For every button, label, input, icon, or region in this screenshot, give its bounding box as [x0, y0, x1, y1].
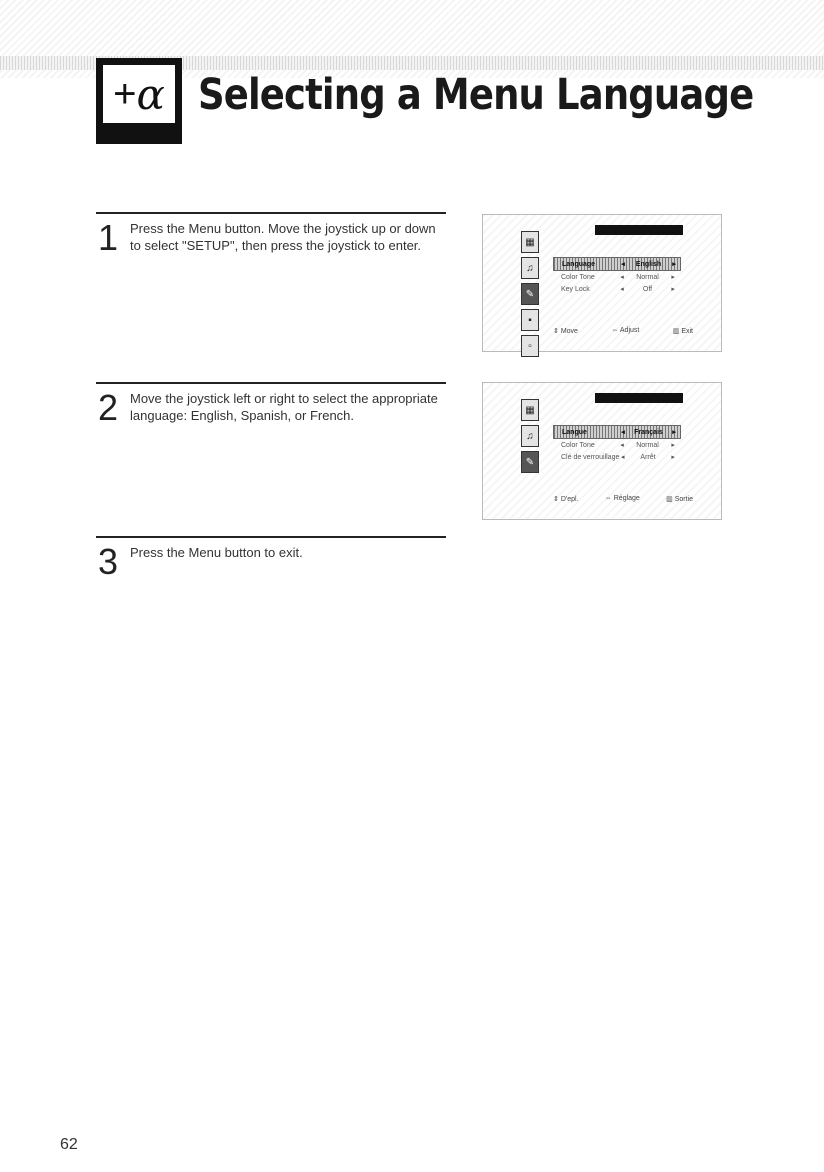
- channel-icon: ▫: [521, 335, 539, 357]
- row-value: Off: [642, 285, 653, 293]
- input-icon: ▪: [521, 309, 539, 331]
- footer-exit: ▥ Exit: [672, 328, 693, 335]
- menu-icon-column: [521, 231, 539, 361]
- row-value: Normal: [636, 273, 659, 281]
- row-label: Color Tone: [561, 441, 595, 449]
- menu-row-color-tone: [553, 439, 679, 451]
- footer-move: ⇕ D'epl.: [553, 496, 579, 503]
- step-1-rule: [96, 212, 446, 214]
- right-arrow-icon: ▸: [671, 442, 675, 449]
- menu-row-language: [553, 257, 681, 271]
- step-3-number: 3: [98, 541, 119, 582]
- menu-footer: [553, 327, 693, 335]
- left-arrow-icon: ◂: [621, 261, 625, 268]
- left-arrow-icon: ◂: [620, 286, 624, 293]
- logo-alpha: α: [136, 69, 165, 119]
- row-value: Français: [634, 428, 663, 436]
- menu-row-key-lock: [553, 283, 679, 295]
- right-arrow-icon: ▸: [671, 274, 675, 281]
- row-label: Color Tone: [561, 273, 595, 281]
- menu-row-langue: [553, 425, 681, 439]
- sound-icon: ♫: [521, 257, 539, 279]
- menu-icon-column: [521, 399, 539, 477]
- logo-inner: [103, 65, 175, 123]
- left-arrow-icon: ◂: [620, 442, 624, 449]
- row-value: English: [635, 260, 662, 268]
- step-1-text: Press the Menu button. Move the joystick up or down to select "SETUP", then press the joystick to enter.: [130, 221, 436, 253]
- right-arrow-icon: ▸: [671, 454, 675, 461]
- step-2-rule: [96, 382, 446, 384]
- menu-header-bar: [595, 393, 683, 403]
- plus-alpha-logo: [96, 58, 182, 144]
- row-value: Arrêt: [640, 453, 656, 461]
- step-2-text: Move the joystick left or right to select the appropriate language: English, Spanish, or French.: [130, 391, 438, 423]
- menu-header-bar: [595, 225, 683, 235]
- menu-screen-french: [482, 382, 722, 520]
- left-arrow-icon: ◂: [620, 274, 624, 281]
- menu-footer: [553, 495, 693, 503]
- left-arrow-icon: ◂: [621, 429, 625, 436]
- setup-icon: ✎: [521, 283, 539, 305]
- step-2-number: 2: [98, 387, 119, 428]
- sound-icon: ♫: [521, 425, 539, 447]
- right-arrow-icon: ▸: [671, 286, 675, 293]
- step-1-number: 1: [98, 217, 119, 258]
- picture-icon: ▦: [521, 399, 539, 421]
- footer-move: ⇕ Move: [553, 328, 578, 335]
- page-title: Selecting a Menu Language: [198, 70, 754, 120]
- row-label: Langue: [562, 428, 587, 436]
- row-label: Clé de verrouillage: [561, 453, 620, 461]
- step-1: [96, 212, 446, 258]
- footer-adjust: ⇔ Réglage: [604, 495, 640, 502]
- step-3: [96, 536, 446, 582]
- footer-adjust: ⇔ Adjust: [611, 327, 640, 334]
- row-value: Normal: [636, 441, 659, 449]
- row-label: Language: [562, 260, 596, 268]
- right-arrow-icon: ▸: [672, 261, 676, 268]
- menu-row-color-tone: [553, 271, 679, 283]
- right-arrow-icon: ▸: [672, 429, 676, 436]
- setup-icon: ✎: [521, 451, 539, 473]
- menu-row-cle-verrouillage: [553, 451, 679, 463]
- step-3-text: Press the Menu button to exit.: [130, 545, 303, 560]
- picture-icon: ▦: [521, 231, 539, 253]
- left-arrow-icon: ◂: [621, 454, 625, 461]
- menu-screen-english: [482, 214, 722, 352]
- step-3-rule: [96, 536, 446, 538]
- logo-plus: +: [113, 71, 137, 116]
- step-2: [96, 382, 446, 428]
- footer-exit: ▥ Sortie: [666, 496, 693, 503]
- row-label: Key Lock: [561, 285, 590, 293]
- page-number: 62: [60, 1136, 78, 1153]
